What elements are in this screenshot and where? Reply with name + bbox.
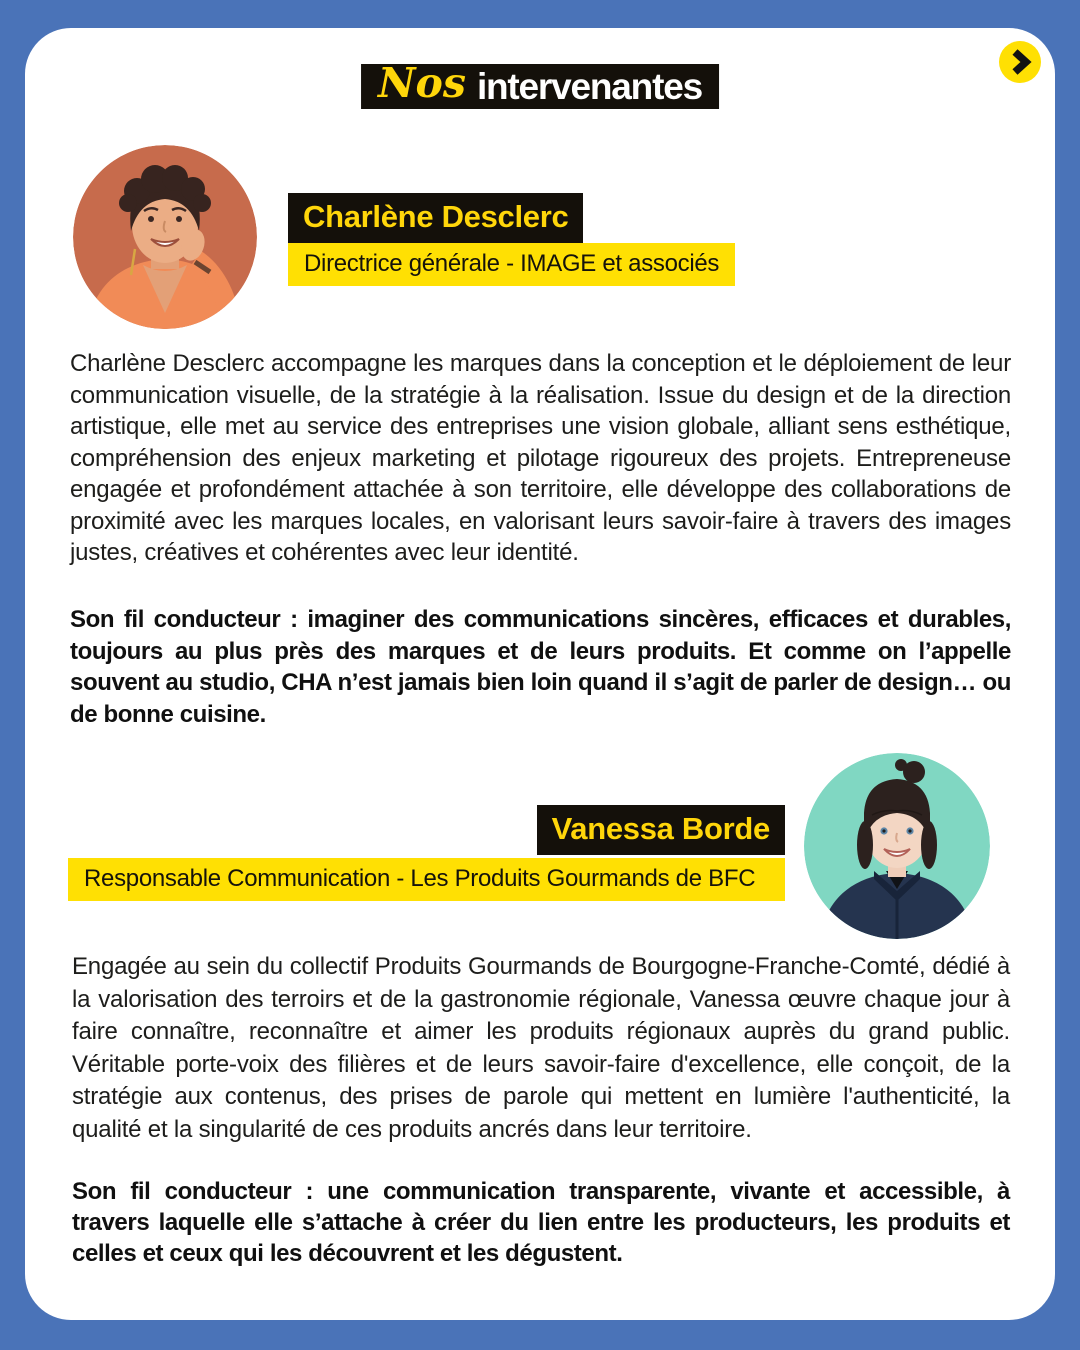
title-accent: Nos: [378, 59, 466, 107]
page-title: [361, 59, 719, 109]
speaker2-name: Vanessa Borde: [537, 805, 785, 855]
speaker2-highlight: Son fil conducteur : une communication transparente, vivante et accessible, à travers laquelle elle s’attache à créer du lien entre les producteurs, les produits et celles et ceux qui les découvrent et les dégustent.: [72, 1178, 1010, 1267]
speaker2-bio: Engagée au sein du collectif Produits Gourmands de Bourgogne-Franche-Comté, dédié à la valorisation des terroirs et de la gastronomie régionale, Vanessa œuvre chaque jour à faire connaître, reconnaître et aimer les produits régionaux auprès du grand public. Véritable porte-voix des filières et de leurs savoir-faire d'excellence, elle conçoit, de la stratégie aux contenus, des prises de parole qui mettent en lumière l'authenticité, la qualité et la singularité de ces produits ancrés dans leur territoire.: [72, 953, 1010, 1143]
charlene-portrait-illustration: [73, 145, 257, 329]
chevron-right-icon: [999, 41, 1041, 83]
speaker1-role: Directrice générale - IMAGE et associés: [288, 243, 735, 286]
speaker2-identity: [68, 805, 785, 901]
avatar-vanessa-borde: [804, 753, 990, 939]
speaker2-role: Responsable Communication - Les Produits Gourmands de BFC: [68, 858, 785, 901]
avatar-charlene-desclerc: [73, 145, 257, 329]
speaker1-name: Charlène Desclerc: [288, 193, 583, 243]
title-main: intervenantes: [476, 66, 702, 107]
vanessa-portrait-illustration: [804, 753, 990, 939]
speaker1-highlight: Son fil conducteur : imaginer des communications sincères, efficaces et durables, toujours au plus près des marques et de leurs produits. Et comme on l’appelle souvent au studio, CHA n’est jamais bien loin quand il s’agit de parler de design… ou de bonne cuisine.: [70, 606, 1011, 728]
speaker1-identity: [288, 193, 735, 286]
speaker1-bio: Charlène Desclerc accompagne les marques dans la conception et le déploiement de leur communication visuelle, de la stratégie à la réalisation. Issue du design et de la direction artistique, elle met au service des entreprises une vision globale, alliant sens esthétique, compréhension des enjeux marketing et pilotage rigoureux des projets. Entrepreneuse engagée et profondément attachée à son territoire, elle développe des collaborations de proximité avec les marques locales, en valorisant leurs savoir-faire à travers des images justes, créatives et cohérentes avec leur identité.: [70, 350, 1011, 566]
next-arrow-button[interactable]: [999, 41, 1041, 83]
